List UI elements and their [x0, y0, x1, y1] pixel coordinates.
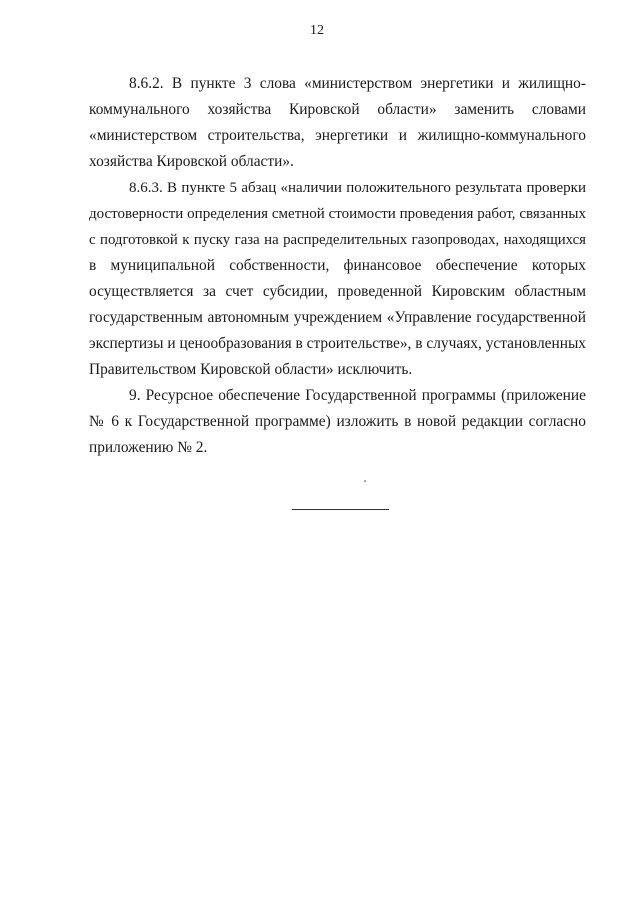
- text-line: «министерством строительства, энергетики и жилищно-коммунального: [89, 127, 586, 144]
- text-line: осуществляется за счет субсидии, проведенной Кировским областным: [89, 283, 586, 300]
- text-line: 8.6.2. В пункте 3 слова «министерством энергетики и жилищно-: [129, 75, 586, 92]
- text-line: № 6 к Государственной программе) изложить в новой редакции согласно: [89, 413, 586, 430]
- text-line: достоверности определения сметной стоимости проведения работ, связанных: [89, 206, 586, 222]
- paragraph-9: [89, 383, 586, 461]
- scan-speck: [364, 480, 366, 482]
- text-line: хозяйства Кировской области».: [89, 153, 294, 170]
- text-line: 9. Ресурсное обеспечение Государственной программы (приложение: [129, 387, 586, 404]
- page-number: 12: [310, 23, 324, 38]
- text-line: приложению № 2.: [89, 439, 208, 456]
- text-line: 8.6.3. В пункте 5 абзац «наличии положительного результата проверки: [129, 180, 586, 196]
- document-body: [89, 71, 586, 461]
- text-line: экспертизы и ценообразования в строительстве», в случаях, установленных: [89, 335, 586, 352]
- text-line: с подготовкой к пуску газа на распределительных газопроводах, находящихся: [89, 232, 586, 248]
- end-of-document-rule: [292, 509, 389, 510]
- text-line: в муниципальной собственности, финансовое обеспечение которых: [89, 257, 586, 274]
- text-line: Правительством Кировской области» исключить.: [89, 361, 413, 378]
- paragraph-8-6-3: [89, 175, 586, 383]
- text-line: государственным автономным учреждением «Управление государственной: [89, 309, 586, 326]
- text-line: коммунального хозяйства Кировской области» заменить словами: [89, 101, 586, 118]
- paragraph-8-6-2: [89, 71, 586, 175]
